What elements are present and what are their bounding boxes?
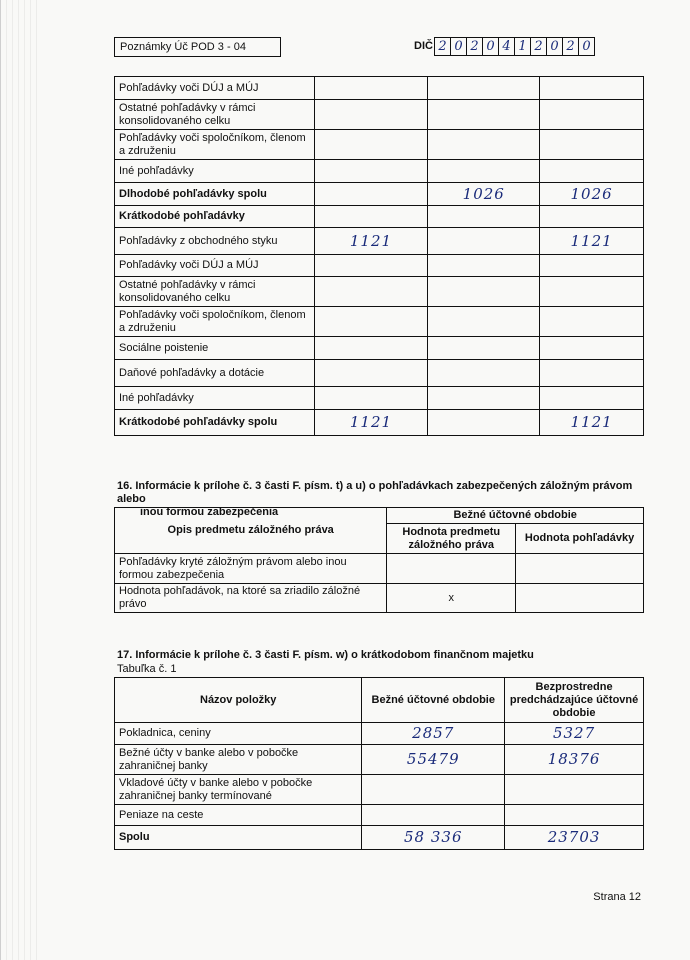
value-cell: [516, 554, 644, 584]
value-cell: 18376: [505, 745, 644, 775]
dic-digit: 2: [531, 38, 547, 55]
table-row: [115, 584, 644, 613]
value-cell: [314, 100, 428, 130]
empty-cell: [428, 360, 540, 387]
dic-digit: 0: [547, 38, 563, 55]
row-label: Krátkodobé pohľadávky spolu: [115, 410, 315, 436]
value-cell: 1121: [314, 228, 428, 255]
empty-cell: [428, 160, 540, 183]
value-cell: [362, 775, 505, 805]
value-cell: 1026: [540, 183, 644, 206]
row-label: Hodnota pohľadávok, na ktoré sa zriadilo záložné právo: [115, 584, 387, 613]
table-row: [115, 100, 644, 130]
column-header-description: Opis predmetu záložného práva: [115, 508, 387, 554]
financial-assets-table: [114, 677, 644, 850]
table-row: [115, 775, 644, 805]
column-header-item-name: Názov položky: [115, 678, 362, 723]
empty-cell: [314, 255, 428, 277]
empty-cell: [428, 255, 540, 277]
section-16-title-line2: inou formou zabezpečenia: [140, 506, 279, 518]
value-cell: 1121: [314, 410, 428, 436]
table-row: [115, 183, 644, 206]
column-header-current-period: Bežné účtovné obdobie: [362, 678, 505, 723]
row-label: Bežné účty v banke alebo v pobočke zahraničnej banky: [115, 745, 362, 775]
column-header-previous-period: Bezprostredne predchádzajúce účtovné obdobie: [505, 678, 644, 723]
table-row: [115, 723, 644, 745]
value-cell: 58 336: [362, 826, 505, 850]
section-16-title-line1: 16. Informácie k prílohe č. 3 časti F. písm. t) a u) o pohľadávkach zabezpečených záložným právom alebo: [117, 480, 633, 505]
table-row: [115, 130, 644, 160]
dic-label: DIČ: [414, 40, 433, 52]
value-cell: [314, 130, 428, 160]
dic-digit: 2: [467, 38, 483, 55]
table-header-row: [115, 678, 644, 723]
row-label: Ostatné pohľadávky v rámci konsolidovaného celku: [115, 277, 315, 307]
empty-cell: [540, 337, 644, 360]
value-cell: [540, 160, 644, 183]
receivables-table: [114, 76, 644, 436]
value-cell: [540, 77, 644, 100]
empty-cell: [314, 183, 428, 206]
value-cell: x: [387, 584, 516, 613]
row-label: Iné pohľadávky: [115, 387, 315, 410]
pledge-table: [114, 507, 644, 613]
dic-digit: 4: [499, 38, 515, 55]
table-row: [115, 826, 644, 850]
empty-cell: [314, 307, 428, 337]
value-cell: [516, 584, 644, 613]
table-header-row: [115, 508, 644, 524]
table-row: [115, 337, 644, 360]
dic-digit: 1: [515, 38, 531, 55]
empty-cell: [428, 206, 540, 228]
empty-cell: [428, 100, 540, 130]
empty-cell: [540, 255, 644, 277]
value-cell: [540, 100, 644, 130]
row-label: Peniaze na ceste: [115, 805, 362, 826]
row-label: Krátkodobé pohľadávky: [115, 206, 315, 228]
section-17-title: 17. Informácie k prílohe č. 3 časti F. písm. w) o krátkodobom finančnom majetku: [117, 649, 534, 661]
empty-cell: [428, 410, 540, 436]
row-label: Pohľadávky voči DÚJ a MÚJ: [115, 77, 315, 100]
dic-boxes: [434, 37, 595, 56]
empty-cell: [314, 337, 428, 360]
row-label: Pohľadávky kryté záložným právom alebo inou formou zabezpečenia: [115, 554, 387, 584]
column-header-receivable-value: Hodnota pohľadávky: [516, 524, 644, 554]
empty-cell: [540, 277, 644, 307]
column-header-pledge-value: Hodnota predmetu záložného práva: [387, 524, 516, 554]
dic-digit: 0: [483, 38, 499, 55]
row-label: Pohľadávky voči DÚJ a MÚJ: [115, 255, 315, 277]
empty-cell: [540, 387, 644, 410]
table-row: [115, 255, 644, 277]
dic-digit: 0: [451, 38, 467, 55]
empty-cell: [540, 307, 644, 337]
form-code-label: Poznámky Úč POD 3 - 04: [114, 37, 281, 57]
page-stack-edges: [1, 0, 41, 960]
page-number: Strana 12: [593, 891, 641, 903]
row-label: Dlhodobé pohľadávky spolu: [115, 183, 315, 206]
row-label: Ostatné pohľadávky v rámci konsolidovaného celku: [115, 100, 315, 130]
value-cell: [314, 77, 428, 100]
table-row: [115, 228, 644, 255]
value-cell: [362, 805, 505, 826]
empty-cell: [314, 206, 428, 228]
row-label: Pokladnica, ceniny: [115, 723, 362, 745]
empty-cell: [540, 206, 644, 228]
table-row: [115, 805, 644, 826]
table-row: [115, 277, 644, 307]
row-label: Pohľadávky voči spoločníkom, členom a združeniu: [115, 130, 315, 160]
table-row: [115, 745, 644, 775]
table-row: [115, 360, 644, 387]
row-label: Pohľadávky z obchodného styku: [115, 228, 315, 255]
empty-cell: [428, 277, 540, 307]
empty-cell: [428, 387, 540, 410]
table-number-label: Tabuľka č. 1: [117, 663, 177, 675]
table-row: [115, 307, 644, 337]
value-cell: 5327: [505, 723, 644, 745]
table-row: [115, 160, 644, 183]
dic-digit: 2: [435, 38, 451, 55]
value-cell: 23703: [505, 826, 644, 850]
value-cell: 1121: [540, 410, 644, 436]
empty-cell: [540, 360, 644, 387]
form-header: [114, 37, 644, 57]
value-cell: 1026: [428, 183, 540, 206]
row-label: Iné pohľadávky: [115, 160, 315, 183]
value-cell: 2857: [362, 723, 505, 745]
empty-cell: [314, 360, 428, 387]
column-header-group: Bežné účtovné obdobie: [387, 508, 644, 524]
table-row: [115, 387, 644, 410]
row-label: Daňové pohľadávky a dotácie: [115, 360, 315, 387]
empty-cell: [428, 77, 540, 100]
empty-cell: [428, 307, 540, 337]
row-label: Spolu: [115, 826, 362, 850]
row-label: Pohľadávky voči spoločníkom, členom a združeniu: [115, 307, 315, 337]
table-row: [115, 410, 644, 436]
empty-cell: [314, 277, 428, 307]
dic-digit: 0: [582, 39, 591, 54]
value-cell: [314, 160, 428, 183]
value-cell: 1121: [540, 228, 644, 255]
dic-digit: 2: [563, 38, 579, 55]
empty-cell: [428, 337, 540, 360]
value-cell: [387, 554, 516, 584]
empty-cell: [314, 387, 428, 410]
row-label: Vkladové účty v banke alebo v pobočke zahraničnej banky termínované: [115, 775, 362, 805]
value-cell: [505, 805, 644, 826]
table-row: [115, 77, 644, 100]
table-row: [115, 554, 644, 584]
value-cell: [540, 130, 644, 160]
empty-cell: [428, 130, 540, 160]
row-label: Sociálne poistenie: [115, 337, 315, 360]
table-row: [115, 206, 644, 228]
value-cell: 55479: [362, 745, 505, 775]
value-cell: [505, 775, 644, 805]
empty-cell: [428, 228, 540, 255]
